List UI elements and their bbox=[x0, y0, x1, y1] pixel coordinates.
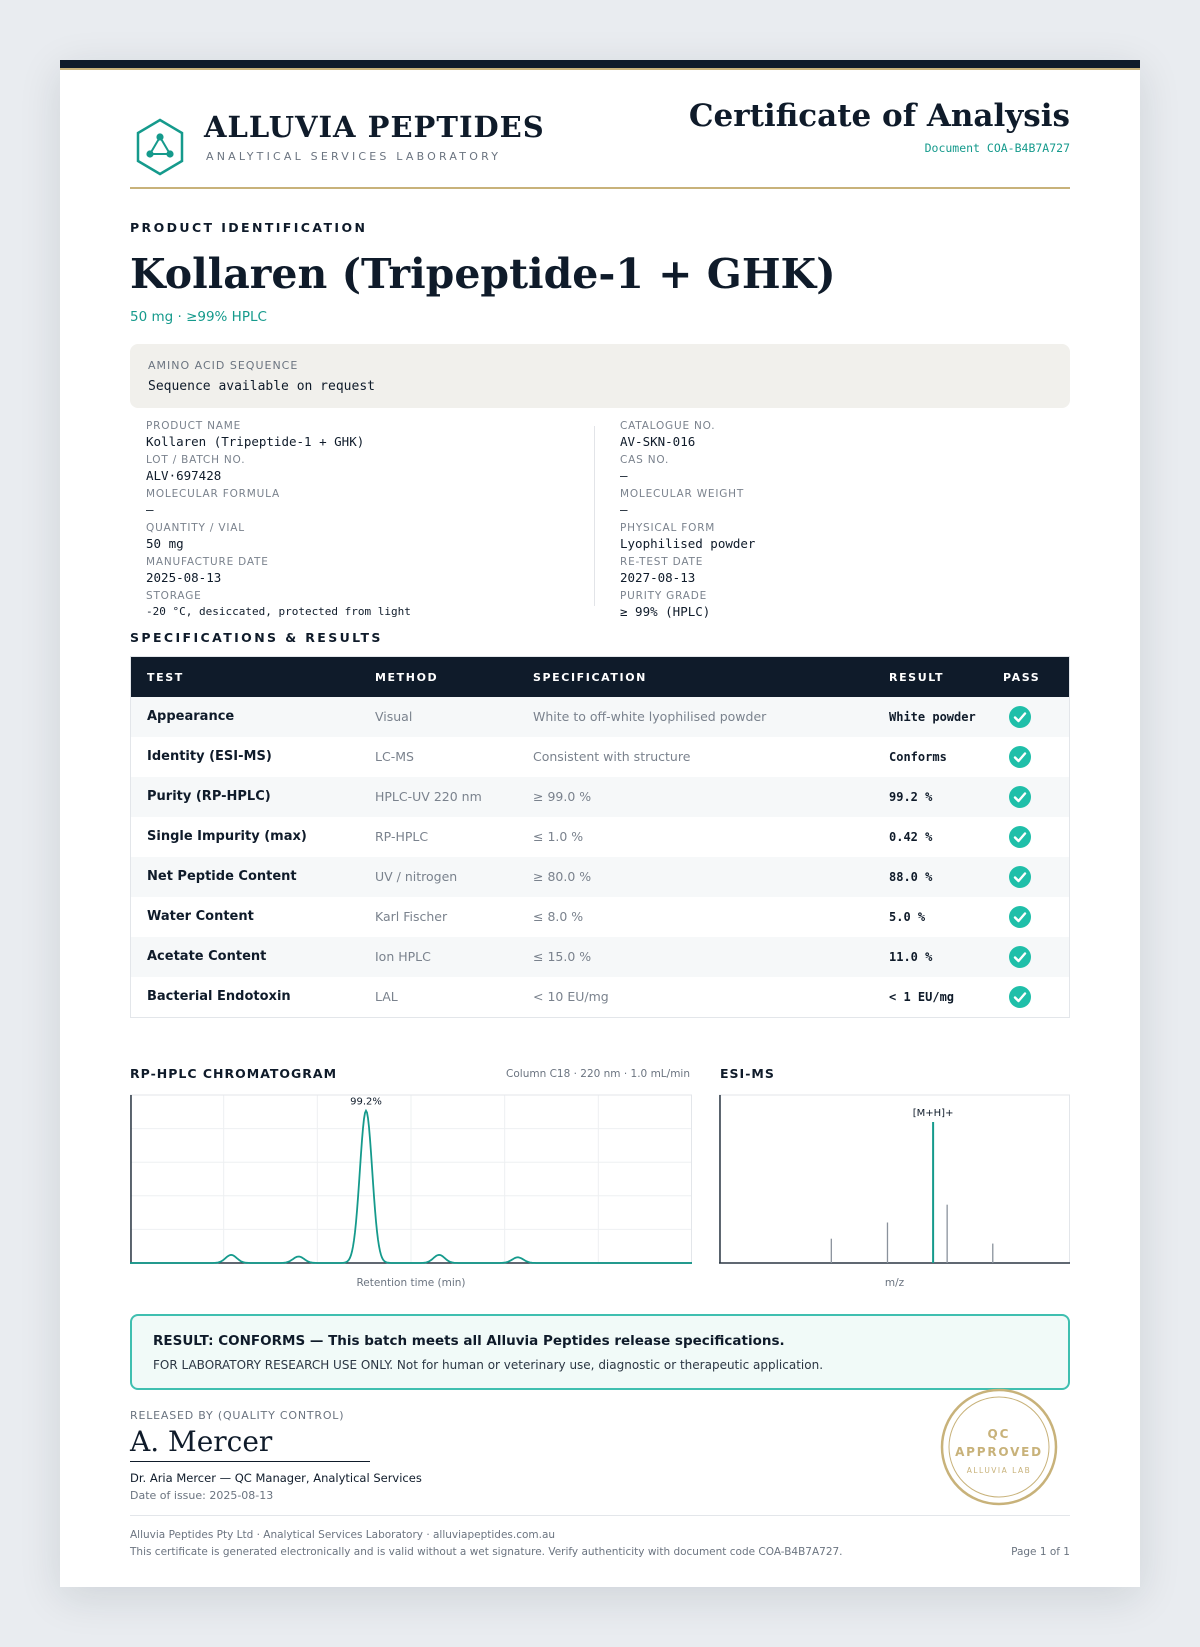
esi-ms-title: ESI-MS bbox=[720, 1066, 775, 1081]
field-value: — bbox=[146, 502, 154, 517]
cell-test: Single Impurity (max) bbox=[147, 829, 307, 844]
stamp-line-3: ALLUVIA LAB bbox=[966, 1466, 1032, 1475]
stamp-line-1: QC bbox=[987, 1427, 1011, 1441]
stamp-line-2: APPROVED bbox=[955, 1445, 1043, 1459]
document-title: Certificate of Analysis bbox=[688, 98, 1070, 134]
sequence-value: Sequence available on request bbox=[148, 379, 375, 394]
cell-specification: ≤ 8.0 % bbox=[533, 909, 584, 924]
section-label-specs: SPECIFICATIONS & RESULTS bbox=[130, 630, 383, 645]
hplc-chromatogram-chart bbox=[130, 1091, 692, 1267]
sequence-label: AMINO ACID SEQUENCE bbox=[148, 359, 299, 372]
field-quantity bbox=[146, 522, 245, 553]
table-row bbox=[131, 937, 1069, 977]
cell-result: Conforms bbox=[889, 750, 947, 764]
field-product-name bbox=[146, 420, 364, 451]
pass-check-icon bbox=[1009, 986, 1031, 1008]
esi-ms-spectrum-chart bbox=[719, 1091, 1070, 1267]
esi-ms-x-label: m/z bbox=[884, 1277, 905, 1289]
field-cas-number bbox=[620, 454, 669, 485]
table-row bbox=[131, 897, 1069, 937]
cell-result: 88.0 % bbox=[889, 870, 933, 884]
result-conformance-box bbox=[130, 1314, 1070, 1390]
field-physical-form bbox=[620, 522, 755, 553]
chromatogram-x-label: Retention time (min) bbox=[356, 1277, 466, 1289]
field-retest-date bbox=[620, 556, 703, 587]
field-label: RE-TEST DATE bbox=[620, 556, 704, 568]
field-molecular-formula bbox=[146, 488, 280, 519]
brand-name: ALLUVIA PEPTIDES bbox=[204, 110, 545, 144]
field-value: -20 °C, desiccated, protected from light bbox=[146, 605, 411, 618]
cell-result: 0.42 % bbox=[889, 830, 933, 844]
field-label: CAS NO. bbox=[620, 454, 670, 466]
column-header-test: TEST bbox=[147, 671, 184, 684]
field-label: MANUFACTURE DATE bbox=[146, 556, 269, 568]
cell-test: Appearance bbox=[147, 709, 235, 724]
pass-check-icon bbox=[1009, 906, 1031, 928]
column-header-specification: SPECIFICATION bbox=[533, 671, 647, 684]
cell-result: 99.2 % bbox=[889, 790, 933, 804]
cell-test: Identity (ESI-MS) bbox=[147, 749, 272, 764]
product-fields bbox=[130, 420, 1070, 618]
column-header-method: METHOD bbox=[375, 671, 439, 684]
sequence-box bbox=[130, 344, 1070, 408]
table-row bbox=[131, 817, 1069, 857]
cell-method: Ion HPLC bbox=[375, 949, 431, 964]
pass-check-icon bbox=[1009, 746, 1031, 768]
table-row bbox=[131, 737, 1069, 777]
cell-test: Water Content bbox=[147, 909, 254, 924]
cell-test: Net Peptide Content bbox=[147, 869, 297, 884]
field-lot-number bbox=[146, 454, 245, 485]
table-row bbox=[131, 777, 1069, 817]
issue-date: Date of issue: 2025-08-13 bbox=[130, 1489, 274, 1502]
field-label: STORAGE bbox=[146, 590, 202, 602]
field-value: ALV·697428 bbox=[146, 468, 222, 483]
top-bar bbox=[60, 60, 1140, 68]
table-header bbox=[131, 657, 1069, 697]
cell-specification: ≤ 15.0 % bbox=[533, 949, 592, 964]
result-statement: RESULT: CONFORMS — This batch meets all Alluvia Peptides release specifications. bbox=[153, 1333, 785, 1349]
field-label: MOLECULAR WEIGHT bbox=[620, 488, 745, 500]
cell-specification: ≥ 80.0 % bbox=[533, 869, 592, 884]
cell-specification: ≤ 1.0 % bbox=[533, 829, 584, 844]
field-value: 2027-08-13 bbox=[620, 570, 696, 585]
signature: A. Mercer bbox=[130, 1425, 273, 1458]
cell-method: Karl Fischer bbox=[375, 909, 448, 924]
field-label: LOT / BATCH NO. bbox=[146, 454, 246, 466]
molecular-ion-label: [M+H]+ bbox=[912, 1108, 954, 1120]
field-value: Kollaren (Tripeptide-1 + GHK) bbox=[146, 434, 365, 449]
section-label-product: PRODUCT IDENTIFICATION bbox=[130, 220, 368, 235]
field-value: 2025-08-13 bbox=[146, 570, 222, 585]
table-row bbox=[131, 857, 1069, 897]
research-use-notice: FOR LABORATORY RESEARCH USE ONLY. Not for human or veterinary use, diagnostic or therapeutic application. bbox=[153, 1358, 824, 1372]
column-header-pass: PASS bbox=[1003, 671, 1041, 684]
field-value: 50 mg bbox=[146, 536, 184, 551]
released-by-label: RELEASED BY (QUALITY CONTROL) bbox=[130, 1409, 345, 1422]
document-code: Document COA-B4B7A727 bbox=[924, 141, 1070, 155]
cell-specification: Consistent with structure bbox=[533, 749, 691, 764]
product-title: Kollaren (Tripeptide-1 + GHK) bbox=[130, 250, 836, 298]
column-divider bbox=[594, 426, 595, 606]
field-label: PURITY GRADE bbox=[620, 590, 708, 602]
pass-check-icon bbox=[1009, 786, 1031, 808]
field-value: AV-SKN-016 bbox=[620, 434, 696, 449]
table-row bbox=[131, 697, 1069, 737]
cell-result: 11.0 % bbox=[889, 950, 933, 964]
chromatogram-title: RP-HPLC CHROMATOGRAM bbox=[130, 1066, 338, 1081]
field-manufacture-date bbox=[146, 556, 269, 587]
field-value: — bbox=[620, 468, 628, 483]
cell-method: RP-HPLC bbox=[375, 829, 429, 844]
plot-frame bbox=[720, 1095, 1070, 1263]
pass-check-icon bbox=[1009, 826, 1031, 848]
chromatogram-note: Column C18 · 220 nm · 1.0 mL/min bbox=[506, 1068, 690, 1080]
main-peak-label: 99.2% bbox=[350, 1096, 382, 1108]
brand-subtitle: ANALYTICAL SERVICES LABORATORY bbox=[206, 150, 502, 163]
field-catalogue-number bbox=[620, 420, 715, 451]
table-row bbox=[131, 977, 1069, 1017]
field-purity-grade bbox=[620, 590, 710, 621]
header-divider bbox=[130, 187, 1070, 189]
field-storage bbox=[146, 590, 411, 621]
field-label: QUANTITY / VIAL bbox=[146, 522, 245, 534]
cell-specification: White to off-white lyophilised powder bbox=[533, 709, 767, 724]
footer-validity-note: This certificate is generated electronically and is valid without a wet signature. Verify authenticity with document code COA-B4B7A727. bbox=[130, 1546, 843, 1558]
cell-result: < 1 EU/mg bbox=[889, 990, 955, 1004]
cell-method: LAL bbox=[375, 989, 398, 1004]
top-accent-line bbox=[60, 68, 1140, 70]
certificate-page bbox=[60, 60, 1140, 1587]
specifications-table bbox=[130, 656, 1070, 1018]
cell-test: Acetate Content bbox=[147, 949, 267, 964]
field-value: ≥ 99% (HPLC) bbox=[620, 604, 711, 619]
field-molecular-weight bbox=[620, 488, 744, 519]
cell-method: LC-MS bbox=[375, 749, 414, 764]
footer-divider bbox=[130, 1515, 1070, 1516]
hexagon-molecule-icon bbox=[135, 118, 185, 176]
field-label: MOLECULAR FORMULA bbox=[146, 488, 280, 500]
signer-name: Dr. Aria Mercer — QC Manager, Analytical Services bbox=[130, 1471, 422, 1485]
cell-result: 5.0 % bbox=[889, 910, 926, 924]
field-label: PRODUCT NAME bbox=[146, 420, 242, 432]
field-value: Lyophilised powder bbox=[620, 536, 756, 551]
signature-line bbox=[130, 1461, 370, 1462]
page-number: Page 1 of 1 bbox=[1011, 1546, 1070, 1558]
pass-check-icon bbox=[1009, 706, 1031, 728]
chart-grid bbox=[130, 1095, 692, 1263]
pass-check-icon bbox=[1009, 946, 1031, 968]
column-header-result: RESULT bbox=[889, 671, 945, 684]
field-label: PHYSICAL FORM bbox=[620, 522, 716, 534]
cell-method: Visual bbox=[375, 709, 413, 724]
cell-test: Bacterial Endotoxin bbox=[147, 989, 291, 1004]
cell-specification: ≥ 99.0 % bbox=[533, 789, 592, 804]
table-body bbox=[131, 697, 1069, 1017]
cell-specification: < 10 EU/mg bbox=[533, 989, 609, 1004]
field-value: — bbox=[620, 502, 628, 517]
field-label: CATALOGUE NO. bbox=[620, 420, 716, 432]
cell-result: White powder bbox=[889, 710, 976, 724]
pass-check-icon bbox=[1009, 866, 1031, 888]
product-subtitle: 50 mg · ≥99% HPLC bbox=[130, 309, 267, 325]
cell-test: Purity (RP-HPLC) bbox=[147, 789, 271, 804]
qc-approved-stamp bbox=[940, 1388, 1058, 1506]
cell-method: UV / nitrogen bbox=[375, 869, 458, 884]
footer-company: Alluvia Peptides Pty Ltd · Analytical Services Laboratory · alluviapeptides.com.au bbox=[130, 1529, 556, 1541]
cell-method: HPLC-UV 220 nm bbox=[375, 789, 482, 804]
